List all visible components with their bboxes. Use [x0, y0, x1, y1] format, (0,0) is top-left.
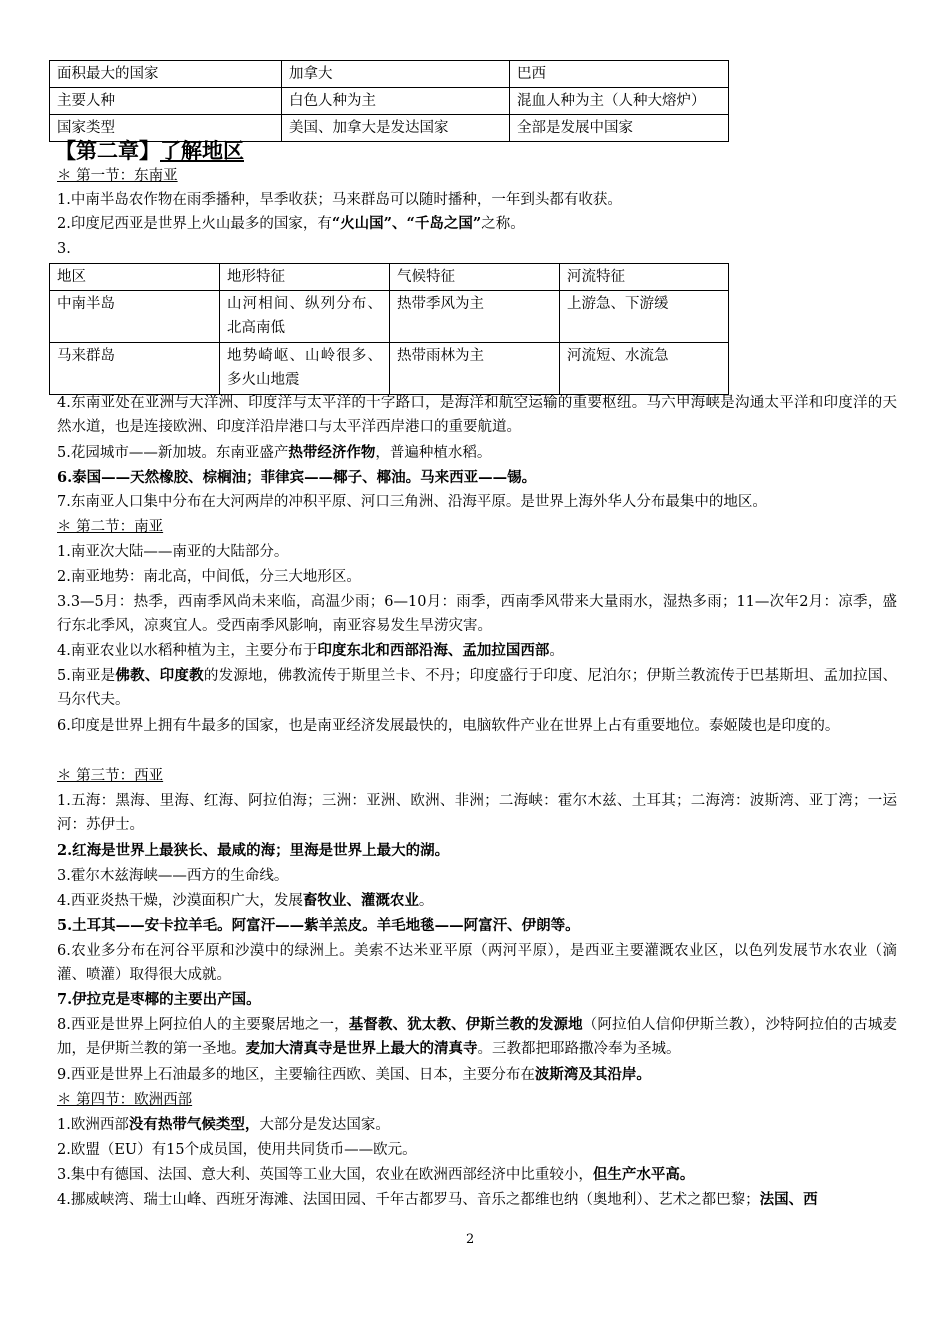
paragraph: 2.南亚地势：南北高，中间低，分三大地形区。: [57, 569, 361, 585]
paragraph: 9.西亚是世界上石油最多的地区，主要输往西欧、美国、日本，主要分布在波斯湾及其沿岸。: [57, 1066, 651, 1083]
table-cell: 上游急、下游缓: [560, 291, 729, 343]
paragraph: 4.西亚炎热干燥，沙漠面积广大，发展畜牧业、灌溉农业。: [57, 892, 434, 909]
paragraph: 4.南亚农业以水稻种植为主，主要分布于印度东北和西部沿海、孟加拉国西部。: [57, 642, 564, 659]
paragraph: 6.印度是世界上拥有牛最多的国家，也是南亚经济发展最快的，电脑软件产业在世界上占有重要地位。泰姬陵也是印度的。: [57, 718, 840, 734]
table-cell: 马来群岛: [50, 343, 220, 395]
paragraph: 2.红海是世界上最狭长、最咸的海；里海是世界上最大的湖。: [57, 842, 450, 859]
paragraph: 7.伊拉克是枣椰的主要出产国。: [57, 991, 261, 1008]
chapter-title: [55, 136, 244, 166]
paragraph: 6.泰国——天然橡胶、棕榈油；菲律宾——椰子、椰油。马来西亚——锡。: [57, 469, 537, 486]
table-cell: 中南半岛: [50, 291, 220, 343]
paragraph: 5.土耳其——安卡拉羊毛。阿富汗——紫羊羔皮。羊毛地毯——阿富汗、伊朗等。: [57, 917, 580, 934]
paragraph: 4.挪威峡湾、瑞士山峰、西班牙海滩、法国田园、千年古都罗马、音乐之都维也纳（奥地利）、艺术之都巴黎；法国、西: [57, 1191, 818, 1208]
paragraph: 1.五海：黑海、里海、红海、阿拉伯海；三洲：亚洲、欧洲、非洲；二海峡：霍尔木兹、土耳其；二海湾：波斯湾、亚丁湾；一运河：苏伊士。: [57, 793, 897, 834]
region-features-table: [49, 263, 729, 395]
paragraph: 8.西亚是世界上阿拉伯人的主要聚居地之一，基督教、犹太教、伊斯兰教的发源地（阿拉伯人信仰伊斯兰教），沙特阿拉伯的古城麦加，是伊斯兰教的第一圣地。麦加大清真寺是世界上最大的清真寺。三教都把耶路撒冷奉为圣城。: [57, 1016, 897, 1058]
table-cell: 主要人种: [50, 88, 282, 115]
section-heading: ＊ 第二节：南亚: [57, 519, 164, 535]
table-cell: 混血人种为主（人种大熔炉）: [510, 88, 729, 115]
table-cell: 河流短、水流急: [560, 343, 729, 395]
table-cell: 山河相间、纵列分布、北高南低: [220, 291, 390, 343]
paragraph: 6.农业多分布在河谷平原和沙漠中的绿洲上。美索不达米亚平原（两河平原），是西亚主要灌溉农业区，以色列发展节水农业（滴灌、喷灌）取得很大成就。: [57, 943, 897, 984]
paragraph: 4.东南亚处在亚洲与大洋洲、印度洋与太平洋的十字路口，是海洋和航空运输的重要枢纽。马六甲海峡是沟通太平洋和印度洋的天然水道，也是连接欧洲、印度洋沿岸港口与太平洋西岸港口的重要航道。: [57, 395, 897, 436]
paragraph: 5.南亚是佛教、印度教的发源地，佛教流传于斯里兰卡、不丹；印度盛行于印度、尼泊尔；伊斯兰教流传于巴基斯坦、孟加拉国、马尔代夫。: [57, 667, 898, 709]
table-cell: 热带季风为主: [390, 291, 560, 343]
paragraph: 1.中南半岛农作物在雨季播种，旱季收获；马来群岛可以随时播种，一年到头都有收获。: [57, 192, 622, 208]
table-row: [50, 61, 729, 88]
table-cell: 面积最大的国家: [50, 61, 282, 88]
table-header-cell: 地区: [50, 264, 220, 291]
table-header-cell: 河流特征: [560, 264, 729, 291]
paragraph: 5.花园城市——新加坡。东南亚盛产热带经济作物，普遍种植水稻。: [57, 444, 492, 461]
paragraph: 3.霍尔木兹海峡——西方的生命线。: [57, 868, 289, 884]
table-row: [50, 343, 729, 395]
table-row: [50, 291, 729, 343]
section-heading: ＊ 第一节：东南亚: [57, 168, 178, 184]
paragraph: 3.集中有德国、法国、意大利、英国等工业大国，农业在欧洲西部经济中比重较小，但生产水平高。: [57, 1166, 695, 1183]
chapter-name: 了解地区: [160, 138, 244, 163]
paragraph: 2.印度尼西亚是世界上火山最多的国家，有“火山国”、“千岛之国”之称。: [57, 215, 525, 232]
table-cell: 地势崎岖、山岭很多、多火山地震: [220, 343, 390, 395]
page-number: 2: [466, 1232, 475, 1247]
table-header-row: [50, 264, 729, 291]
table-cell: 加拿大: [282, 61, 510, 88]
table-cell: 全部是发展中国家: [510, 115, 729, 142]
table-cell: 巴西: [510, 61, 729, 88]
paragraph: 7.东南亚人口集中分布在大河两岸的冲积平原、河口三角洲、沿海平原。是世界上海外华人分布最集中的地区。: [57, 494, 767, 510]
table-header-cell: 气候特征: [390, 264, 560, 291]
paragraph: 2.欧盟（EU）有15个成员国，使用共同货币——欧元。: [57, 1142, 417, 1158]
table-row: [50, 88, 729, 115]
table-cell: 白色人种为主: [282, 88, 510, 115]
table-cell: 国家类型: [50, 115, 282, 142]
comparison-table: [49, 60, 729, 142]
paragraph: 3.3—5月：热季，西南季风尚未来临，高温少雨；6—10月：雨季，西南季风带来大量雨水，湿热多雨；11—次年2月：凉季，盛行东北季风，凉爽宜人。受西南季风影响，南亚容易发生旱涝灾害。: [57, 594, 897, 635]
section-heading: ＊ 第三节：西亚: [57, 768, 164, 784]
paragraph: 3.: [57, 241, 71, 257]
table-header-cell: 地形特征: [220, 264, 390, 291]
table-cell: 热带雨林为主: [390, 343, 560, 395]
paragraph: 1.欧洲西部没有热带气候类型，大部分是发达国家。: [57, 1116, 390, 1133]
paragraph: 1.南亚次大陆——南亚的大陆部分。: [57, 544, 289, 560]
section-heading: ＊ 第四节：欧洲西部: [57, 1092, 193, 1108]
table-cell: 美国、加拿大是发达国家: [282, 115, 510, 142]
chapter-bracket: 【第二章】: [55, 138, 160, 163]
